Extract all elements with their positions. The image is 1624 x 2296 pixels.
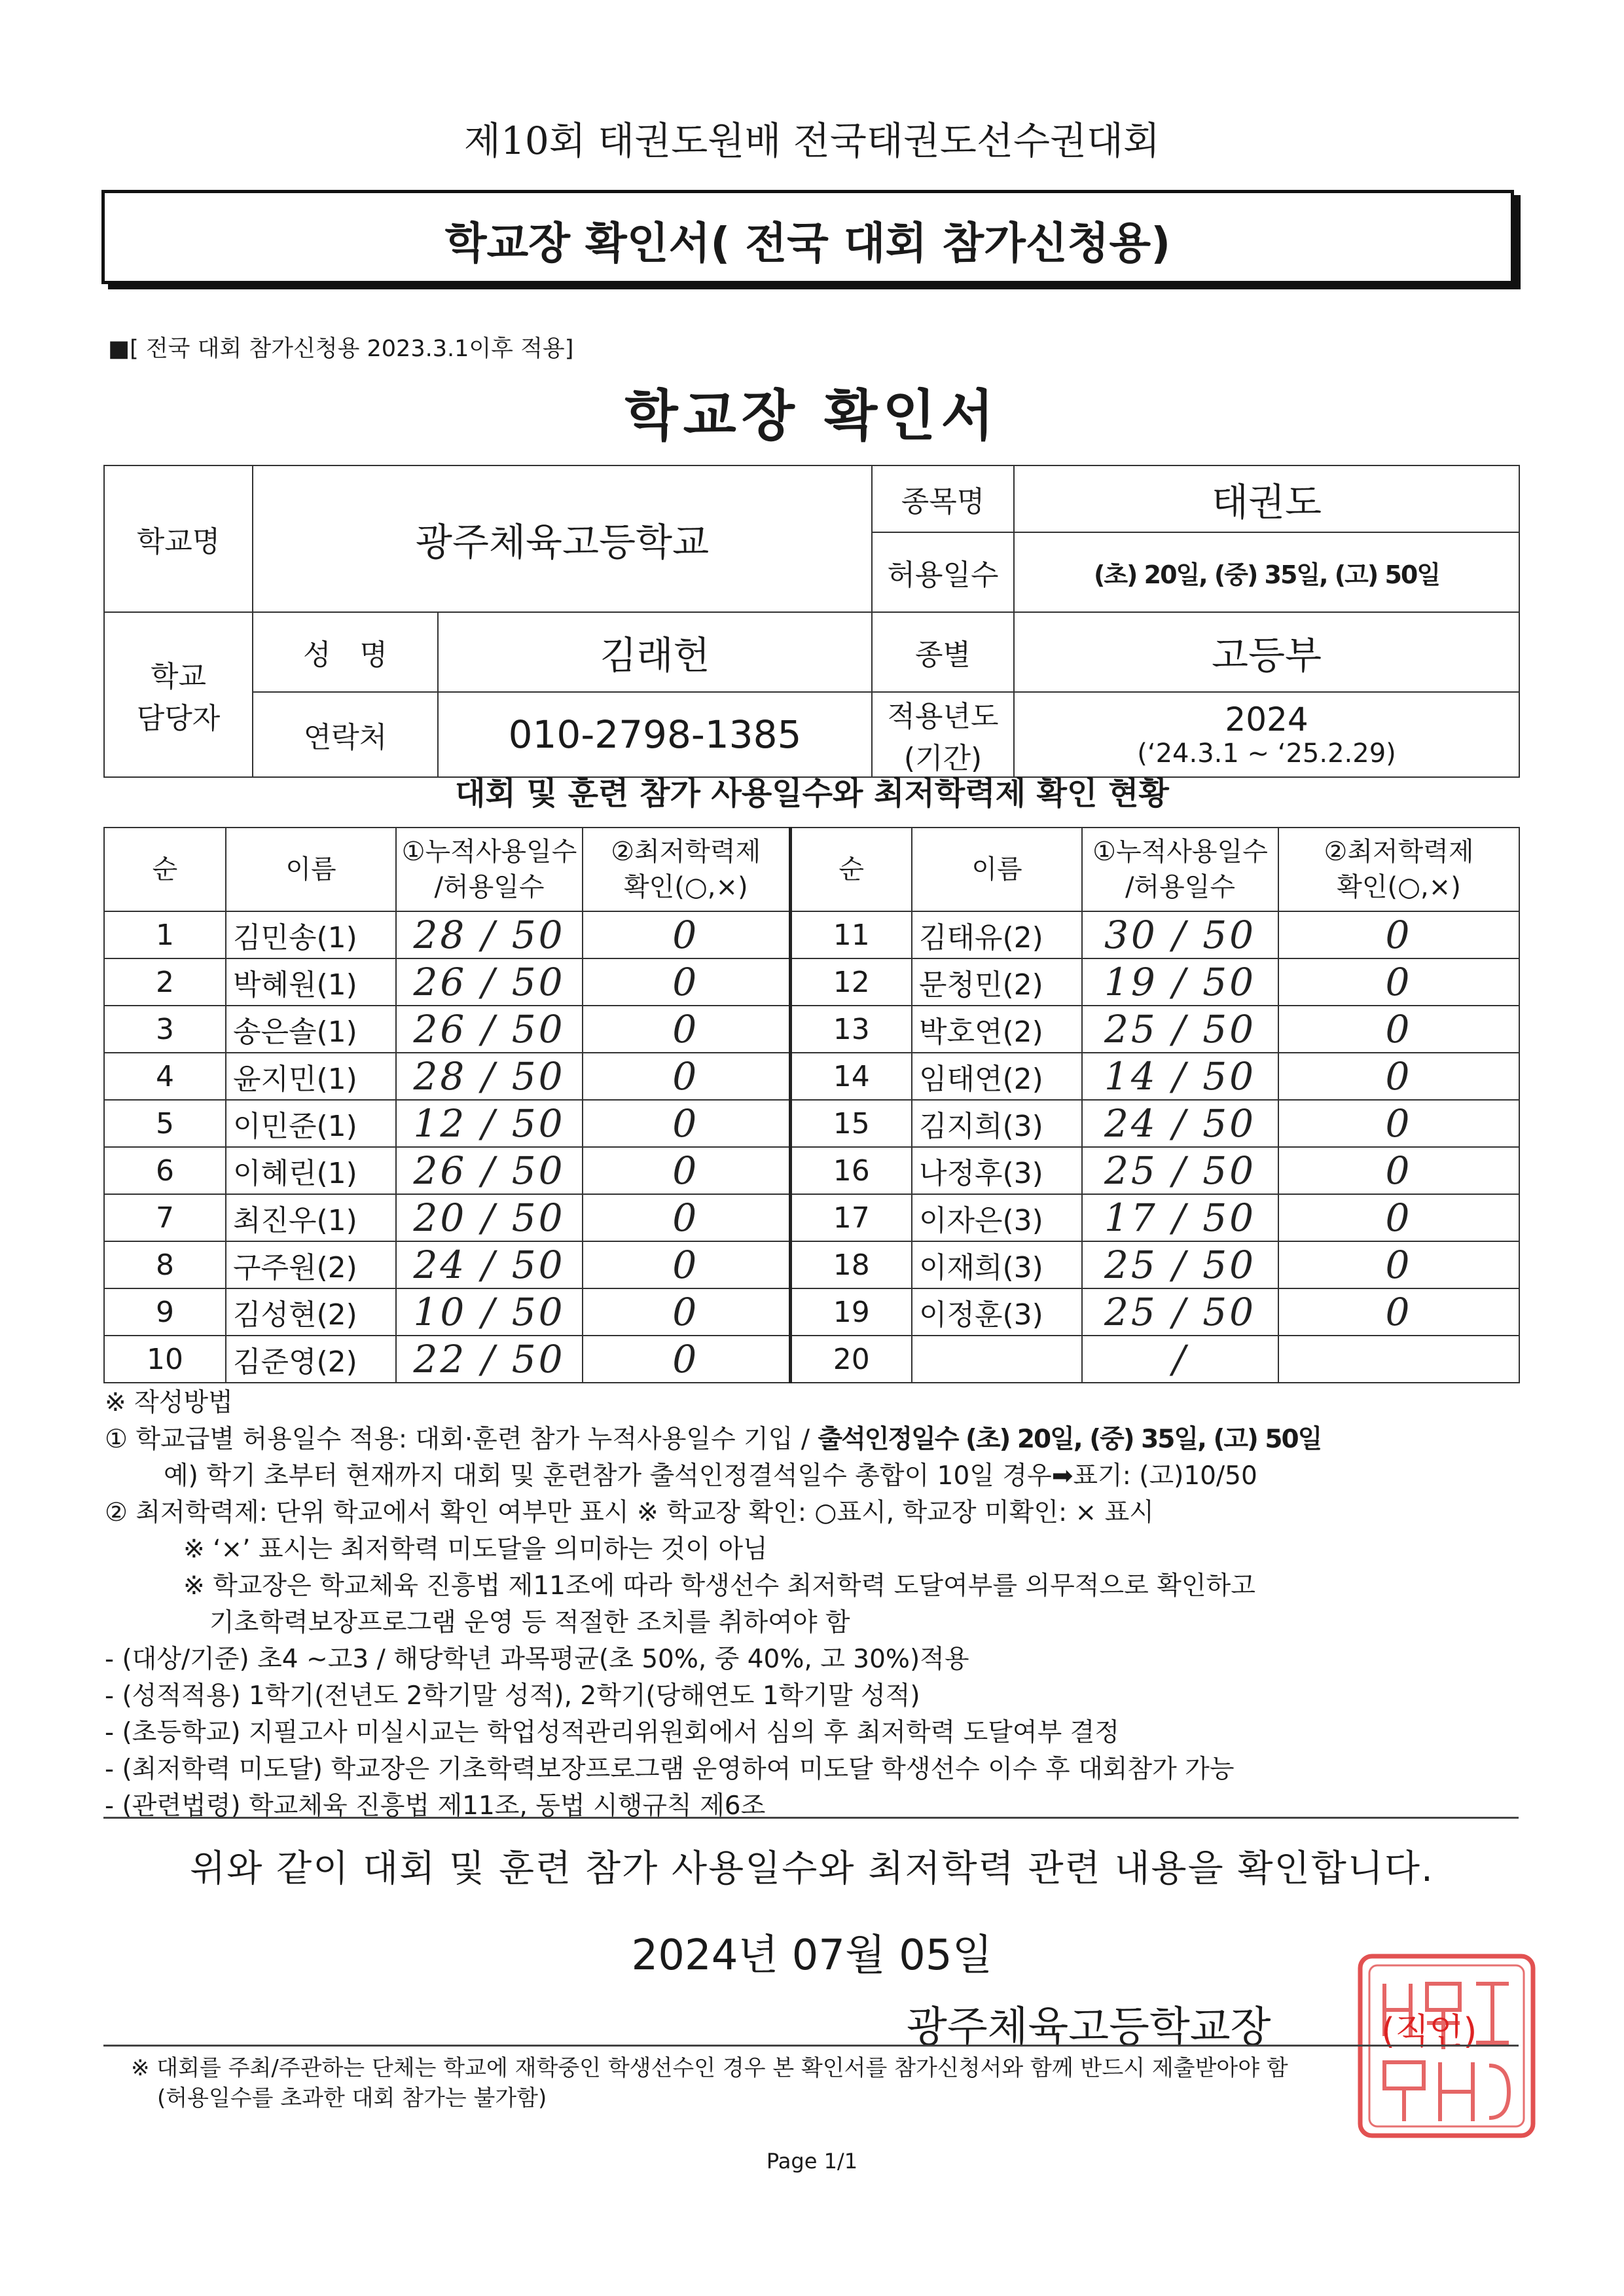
athlete-name: 이재희(3) (912, 1241, 1082, 1288)
col-header-no: 순 (104, 828, 226, 911)
academic-check: 0 (1278, 1288, 1519, 1336)
days-used: 26 / 50 (396, 1147, 583, 1194)
year-value: 2024 (1225, 701, 1308, 738)
academic-check: 0 (1278, 1241, 1519, 1288)
academic-check: 0 (583, 958, 790, 1006)
row-number: 7 (104, 1194, 226, 1241)
row-number: 8 (104, 1241, 226, 1288)
division-label: 종별 (872, 612, 1014, 692)
year-label (872, 692, 1014, 777)
notice-line: ■[ 전국 대회 참가신청용 2023.3.1이후 적용] (108, 336, 574, 362)
instruction-item-1 (105, 1421, 1545, 1458)
row-number: 13 (790, 1006, 912, 1053)
days-used: 25 / 50 (1082, 1147, 1278, 1194)
table-row (104, 1241, 1519, 1288)
instruction-dash-3: - (초등학교) 지필고사 미실시교는 학업성적관리위원회에서 심의 후 최저학력 도달여부 결정 (105, 1718, 1120, 1747)
instruction-item-2: ② 최저학력제: 단위 학교에서 확인 여부만 표시 ※ 학교장 확인: ○표시, 학교장 미확인: × 표시 (105, 1498, 1154, 1527)
sport-label: 종목명 (872, 465, 1014, 532)
days-used: 26 / 50 (396, 958, 583, 1006)
period-value: (‘24.3.1 ~ ‘25.2.29) (1137, 738, 1396, 769)
row-number: 17 (790, 1194, 912, 1241)
col-header-check-right-line2: 확인(○,×) (1337, 872, 1461, 902)
row-number: 12 (790, 958, 912, 1006)
table-row (104, 1100, 1519, 1147)
phone-value: 010-2798-1385 (438, 692, 872, 777)
row-number: 1 (104, 911, 226, 958)
instruction-note-2: ※ 학교장은 학교체육 진흥법 제11조에 따라 학생선수 최저학력 도달여부를 의무적으로 확인하고 (183, 1571, 1255, 1601)
instruction-dash-4: - (최저학력 미도달) 학교장은 기초학력보장프로그램 운영하여 미도달 학생선수 이수 후 대회참가 가능 (105, 1755, 1235, 1784)
page-title: 학교장 확인서 (624, 384, 1000, 448)
event-title: 제10회 태권도원배 전국태권도선수권대회 (463, 118, 1161, 163)
days-used: 28 / 50 (396, 911, 583, 958)
academic-check: 0 (583, 1053, 790, 1100)
table-row (104, 1336, 1519, 1383)
col-header-days-right-line1: ①누적사용일수 (1092, 837, 1268, 867)
division-value: 고등부 (1014, 612, 1519, 692)
row-number: 3 (104, 1006, 226, 1053)
days-used: 24 / 50 (1082, 1100, 1278, 1147)
table-row (104, 1194, 1519, 1241)
year-cell (1014, 692, 1519, 777)
days-used: 17 / 50 (1082, 1194, 1278, 1241)
col-header-days-right-line2: /허용일수 (1125, 872, 1236, 902)
athlete-name: 박혜원(1) (226, 958, 396, 1006)
document-date: 2024년 07월 05일 (631, 1931, 993, 1980)
row-number: 9 (104, 1288, 226, 1336)
seal-label: (직인) (1381, 2011, 1477, 2052)
academic-check: 0 (583, 1288, 790, 1336)
row-number: 11 (790, 911, 912, 958)
instructions-heading: ※ 작성방법 (105, 1388, 233, 1417)
row-number: 18 (790, 1241, 912, 1288)
footer-line-1: ※ 대회를 주최/주관하는 단체는 학교에 재학중인 학생선수인 경우 본 확인서를 참가신청서와 함께 반드시 제출받아야 함 (131, 2055, 1288, 2081)
athlete-name: 이자은(3) (912, 1194, 1082, 1241)
row-number: 2 (104, 958, 226, 1006)
principal-name: 광주체육고등학교장 (907, 2003, 1271, 2052)
instruction-dash-2: - (성적적용) 1학기(전년도 2학기말 성적), 2학기(당해연도 1학기말 성적) (105, 1681, 920, 1711)
athlete-name: 나정후(3) (912, 1147, 1082, 1194)
table-row (104, 1147, 1519, 1194)
academic-check (1278, 1336, 1519, 1383)
athlete-name: 이정훈(3) (912, 1288, 1082, 1336)
athlete-name: 문청민(2) (912, 958, 1082, 1006)
academic-check: 0 (583, 1100, 790, 1147)
banner-title: 학교장 확인서( 전국 대회 참가신청용) (444, 218, 1171, 268)
row-number: 4 (104, 1053, 226, 1100)
academic-check: 0 (583, 1194, 790, 1241)
academic-check: 0 (583, 1336, 790, 1383)
row-number: 19 (790, 1288, 912, 1336)
days-used: 19 / 50 (1082, 958, 1278, 1006)
col-header-check-right-line1: ②최저학력제 (1324, 837, 1474, 867)
days-used: 25 / 50 (1082, 1006, 1278, 1053)
days-used: 30 / 50 (1082, 911, 1278, 958)
divider (103, 1817, 1519, 1819)
athlete-name: 김지희(3) (912, 1100, 1082, 1147)
table-row (104, 1006, 1519, 1053)
days-used: 22 / 50 (396, 1336, 583, 1383)
athlete-name: 김성현(2) (226, 1288, 396, 1336)
athlete-name: 윤지민(1) (226, 1053, 396, 1100)
school-label: 학교명 (104, 465, 253, 612)
allowed-days-value: (초) 20일, (중) 35일, (고) 50일 (1014, 532, 1519, 612)
col-header-days-right (1082, 828, 1278, 911)
confirmation-statement: 위와 같이 대회 및 훈련 참가 사용일수와 최저학력 관련 내용을 확인합니다. (190, 1848, 1434, 1890)
table-row (104, 1288, 1519, 1336)
athlete-name: 김준영(2) (226, 1336, 396, 1383)
academic-check: 0 (1278, 958, 1519, 1006)
athlete-name: 구주원(2) (226, 1241, 396, 1288)
athlete-name: 김민송(1) (226, 911, 396, 958)
academic-check: 0 (1278, 911, 1519, 958)
days-used: 28 / 50 (396, 1053, 583, 1100)
athlete-name: 김태유(2) (912, 911, 1082, 958)
academic-check: 0 (583, 1147, 790, 1194)
row-number: 16 (790, 1147, 912, 1194)
col-header-check-line2: 확인(○,×) (623, 872, 748, 902)
row-number: 20 (790, 1336, 912, 1383)
athlete-name: 송은솔(1) (226, 1006, 396, 1053)
days-used: 20 / 50 (396, 1194, 583, 1241)
col-header-check-right (1278, 828, 1519, 911)
athlete-name: 박호연(2) (912, 1006, 1082, 1053)
academic-check: 0 (1278, 1006, 1519, 1053)
roster-title: 대회 및 훈련 참가 사용일수와 최저학력제 확인 현황 (455, 775, 1169, 812)
roster-table (103, 827, 1520, 1383)
days-used: 14 / 50 (1082, 1053, 1278, 1100)
days-used: 26 / 50 (396, 1006, 583, 1053)
col-header-days-line2: /허용일수 (434, 872, 545, 902)
table-row (104, 1053, 1519, 1100)
phone-label: 연락처 (253, 692, 438, 777)
instruction-example: 예) 학기 초부터 현재까지 대회 및 훈련참가 출석인정결석일수 총합이 10일 경우➡표기: (고)10/50 (164, 1461, 1257, 1491)
academic-check: 0 (1278, 1100, 1519, 1147)
name-label: 성 명 (253, 612, 438, 692)
roster-body (104, 911, 1519, 1383)
row-number: 14 (790, 1053, 912, 1100)
academic-check: 0 (1278, 1194, 1519, 1241)
col-header-check (583, 828, 790, 911)
footer-note (131, 2053, 1506, 2113)
row-number: 5 (104, 1100, 226, 1147)
contact-label-line2: 담당자 (136, 702, 221, 735)
table-row (104, 958, 1519, 1006)
days-used: 12 / 50 (396, 1100, 583, 1147)
academic-check: 0 (1278, 1147, 1519, 1194)
days-used: / (1082, 1336, 1278, 1383)
row-number: 15 (790, 1100, 912, 1147)
academic-check: 0 (1278, 1053, 1519, 1100)
athlete-name: 이민준(1) (226, 1100, 396, 1147)
contact-name: 김래헌 (438, 612, 872, 692)
athlete-name: 최진우(1) (226, 1194, 396, 1241)
instruction-dash-5: - (관련법령) 학교체육 진흥법 제11조, 동법 시행규칙 제6조 (105, 1791, 766, 1821)
col-header-days (396, 828, 583, 911)
row-number: 6 (104, 1147, 226, 1194)
instruction-dash-1: - (대상/기준) 초4 ~고3 / 해당학년 과목평균(초 50%, 중 40%, 고 30%)적용 (105, 1645, 969, 1674)
academic-check: 0 (583, 1241, 790, 1288)
athlete-name (912, 1336, 1082, 1383)
sport-value: 태권도 (1014, 465, 1519, 532)
contact-label-line1: 학교 (150, 660, 206, 693)
instructions (105, 1385, 1545, 1825)
contact-person-label (104, 612, 253, 777)
allowed-days-label: 허용일수 (872, 532, 1014, 612)
table-row (104, 911, 1519, 958)
academic-check: 0 (583, 1006, 790, 1053)
instruction-item-1-text: ① 학교급별 허용일수 적용: 대회·훈련 참가 누적사용일수 기입 / (105, 1425, 818, 1454)
col-header-check-line1: ②최저학력제 (611, 837, 761, 867)
athlete-name: 이혜린(1) (226, 1147, 396, 1194)
instruction-note-1: ※ ‘×’ 표시는 최저학력 미도달을 의미하는 것이 아님 (183, 1535, 768, 1564)
col-header-days-line1: ①누적사용일수 (401, 837, 577, 867)
year-label-line1: 적용년도 (887, 700, 999, 733)
row-number: 10 (104, 1336, 226, 1383)
athlete-name: 임태연(2) (912, 1053, 1082, 1100)
col-header-no-right: 순 (790, 828, 912, 911)
page-number: Page 1/1 (766, 2149, 858, 2174)
footer-line-2: (허용일수를 초과한 대회 참가는 불가함) (157, 2085, 547, 2111)
instruction-note-2b: 기초학력보장프로그램 운영 등 적절한 조치를 취하여야 함 (209, 1608, 850, 1637)
days-used: 25 / 50 (1082, 1288, 1278, 1336)
academic-check: 0 (583, 911, 790, 958)
col-header-name: 이름 (226, 828, 396, 911)
days-used: 24 / 50 (396, 1241, 583, 1288)
days-used: 25 / 50 (1082, 1241, 1278, 1288)
school-name: 광주체육고등학교 (253, 465, 872, 612)
year-label-line2: (기간) (903, 742, 983, 775)
days-used: 10 / 50 (396, 1288, 583, 1336)
info-table (103, 465, 1520, 778)
footer-divider (103, 2045, 1519, 2047)
instruction-item-1-highlight: 출석인정일수 (초) 20일, (중) 35일, (고) 50일 (818, 1425, 1322, 1454)
col-header-name-right: 이름 (912, 828, 1082, 911)
